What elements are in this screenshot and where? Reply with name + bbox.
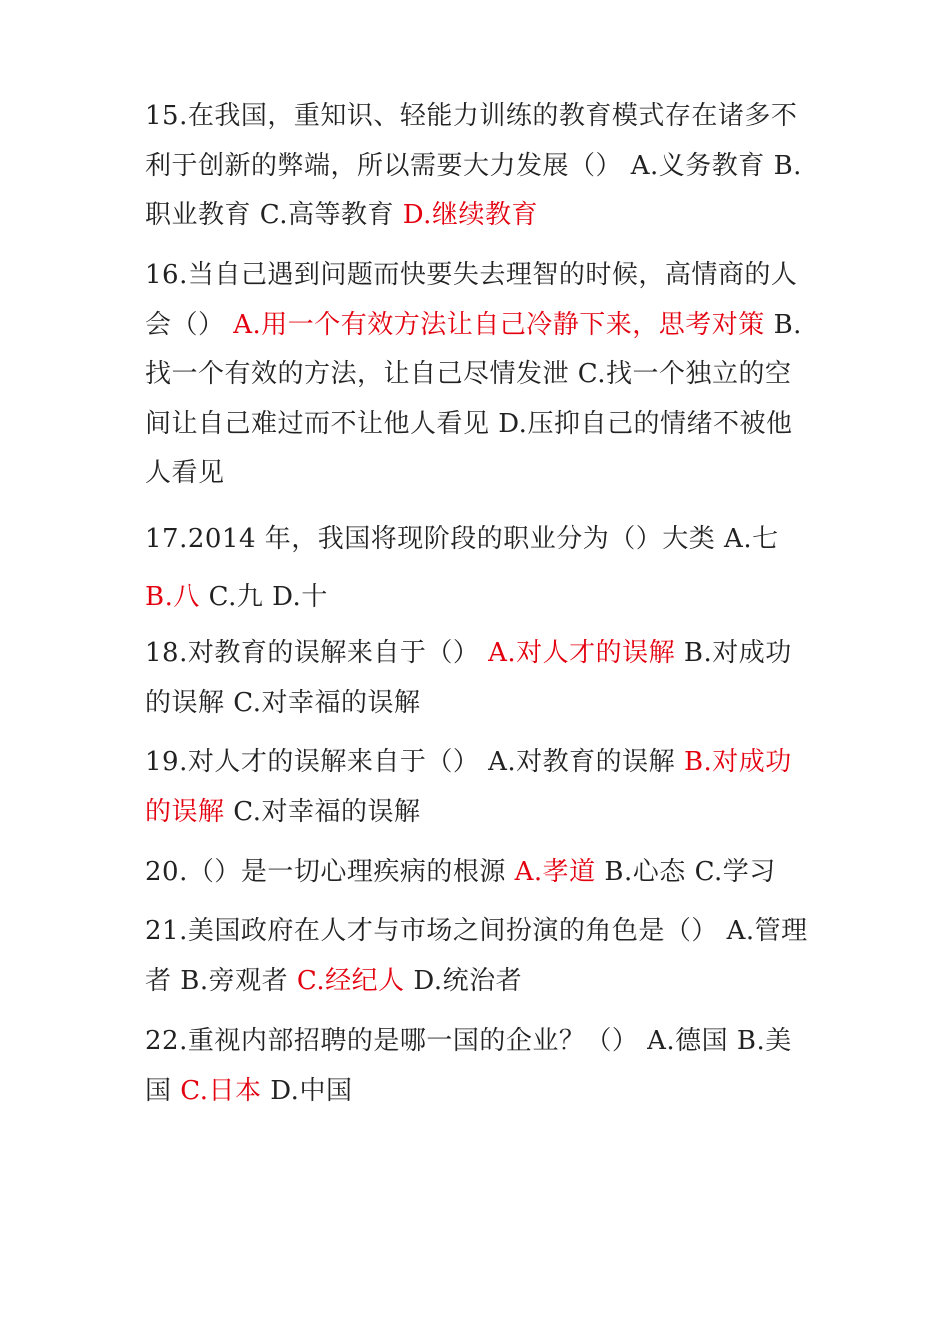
- correct-answer: A.用一个有效方法让自己冷静下来，思考对策: [233, 309, 765, 340]
- other-options: A.七: [724, 524, 779, 554]
- other-options: B.对成功的误解 C.对幸福的误解: [145, 638, 792, 718]
- question-stem: 22.重视内部招聘的是哪一国的企业？（）: [145, 1026, 648, 1056]
- other-options: A.对教育的误解: [488, 747, 684, 777]
- correct-answer: C.日本: [180, 1075, 262, 1106]
- other-options: A.管理者 B.旁观者: [145, 916, 808, 996]
- question-stem: 20.（）是一切心理疾病的根源: [145, 857, 515, 887]
- question-stem: 16.当自己遇到问题而快要失去理智的时候，高情商的人会（）: [145, 260, 798, 340]
- question-stem: 17.2014 年，我国将现阶段的职业分为（）大类: [145, 524, 725, 554]
- question-19: [145, 738, 810, 837]
- other-options: C.九 D.十: [199, 582, 328, 612]
- question-18: [145, 629, 810, 728]
- question-21: [145, 907, 810, 1006]
- question-15: [145, 92, 810, 241]
- question-stem: 15.在我国，重知识、轻能力训练的教育模式存在诸多不利于创新的弊端，所以需要大力发展（）: [145, 101, 798, 181]
- correct-answer: C.经纪人: [296, 965, 405, 996]
- question-22: [145, 1017, 810, 1116]
- question-stem: 18.对教育的误解来自于（）: [145, 638, 489, 668]
- other-options: B.心态 C.学习: [595, 857, 776, 887]
- other-options: B.找一个有效的方法，让自己尽情发泄 C.找一个独立的空间让自己难过而不让他人看见 D.压抑自己的情绪不被他人看见: [145, 309, 802, 488]
- other-options: C.对幸福的误解: [224, 796, 421, 827]
- question-20: [145, 848, 810, 898]
- correct-answer: A.孝道: [514, 857, 596, 887]
- question-16: [145, 251, 810, 499]
- correct-answer: D.继续教育: [402, 200, 538, 230]
- other-options: D.统治者: [404, 965, 523, 996]
- correct-answer: B.对成功的误解: [145, 747, 792, 827]
- question-stem: 19.对人才的误解来自于（）: [145, 747, 489, 777]
- other-options: D.中国: [261, 1075, 353, 1106]
- other-options: A.德国 B.美国: [145, 1026, 792, 1106]
- question-stem: 21.美国政府在人才与市场之间扮演的角色是（）: [145, 916, 727, 946]
- correct-answer: B.八: [145, 582, 200, 612]
- correct-answer: A.对人才的误解: [488, 638, 676, 668]
- question-17: [145, 510, 810, 626]
- other-options: A.义务教育 B.职业教育 C.高等教育: [145, 150, 802, 230]
